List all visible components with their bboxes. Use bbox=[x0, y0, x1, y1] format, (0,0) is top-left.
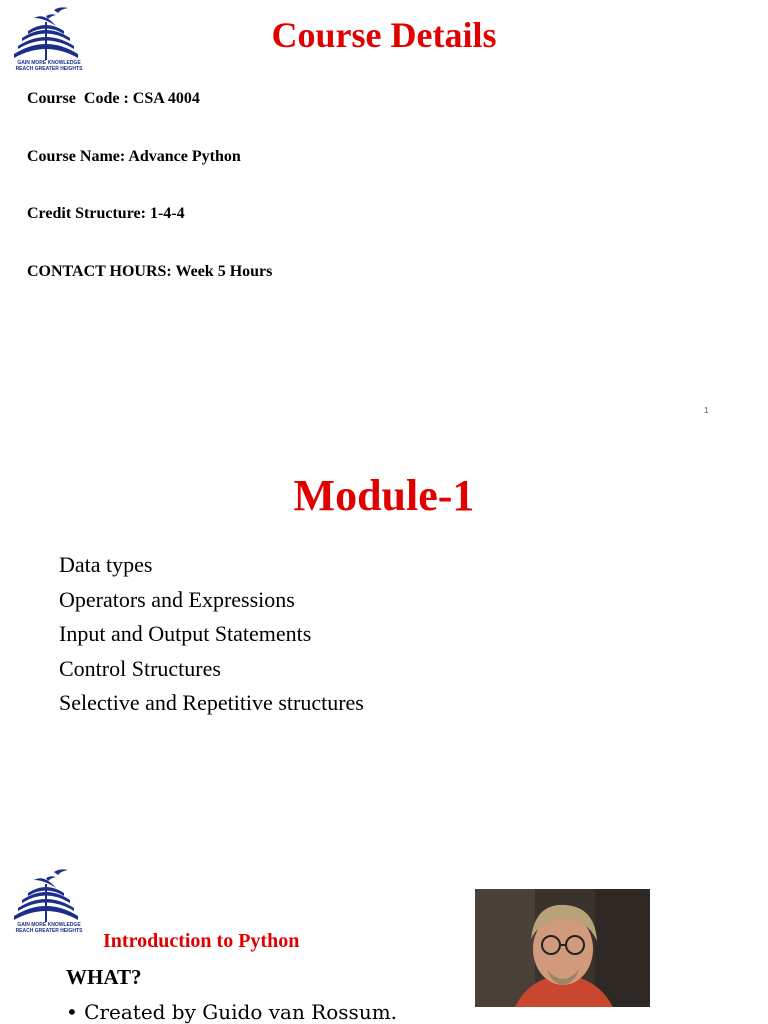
list-item: Control Structures bbox=[59, 655, 221, 681]
credit-structure: Credit Structure: 1-4-4 bbox=[27, 205, 185, 222]
person-portrait-icon bbox=[475, 889, 650, 1007]
topic-list bbox=[59, 548, 364, 721]
page-number: 1 bbox=[704, 406, 709, 415]
logo-tagline-2: REACH GREATER HEIGHTS bbox=[15, 66, 83, 72]
course-code: Course Code : CSA 4004 bbox=[27, 90, 200, 107]
list-item: Operators and Expressions bbox=[59, 586, 295, 612]
portrait-photo bbox=[475, 889, 650, 1007]
logo-tagline-1: GAIN MORE KNOWLEDGE bbox=[17, 922, 81, 928]
subheading-what: WHAT? bbox=[66, 965, 142, 989]
contact-hours: CONTACT HOURS: Week 5 Hours bbox=[27, 263, 273, 280]
list-item: Input and Output Statements bbox=[59, 621, 312, 646]
bullet-creator: • Created by Guido van Rossum. bbox=[66, 1000, 398, 1024]
book-birds-logo-icon bbox=[6, 866, 86, 928]
list-item: Selective and Repetitive structures bbox=[59, 690, 364, 715]
logo-tagline-1: GAIN MORE KNOWLEDGE bbox=[17, 60, 81, 66]
slide-title-module: Module-1 bbox=[293, 471, 475, 520]
list-item: Data types bbox=[59, 552, 153, 577]
course-name: Course Name: Advance Python bbox=[27, 148, 241, 165]
slide-module-1 bbox=[0, 430, 768, 850]
slide-title-introduction: Introduction to Python bbox=[103, 930, 300, 952]
slide-introduction bbox=[0, 850, 768, 1024]
logo-tagline-2: REACH GREATER HEIGHTS bbox=[15, 928, 83, 934]
slide-course-details bbox=[0, 0, 768, 430]
university-logo bbox=[6, 866, 86, 938]
slide-title-course-details: Course Details bbox=[271, 15, 497, 55]
